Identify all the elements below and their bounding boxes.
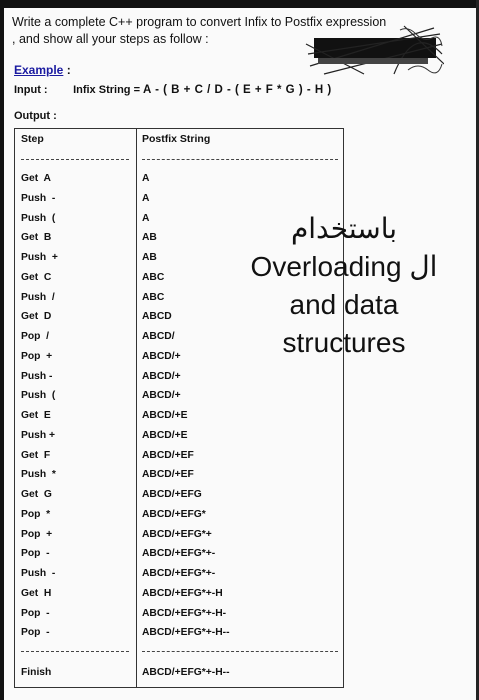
- postfix-cell: ABCD/+EFG*+: [142, 528, 212, 540]
- postfix-cell: ABCD/+EF: [142, 469, 194, 481]
- table-row: [15, 604, 345, 624]
- postfix-cell: ABCD/+EFG: [142, 489, 202, 500]
- postfix-cell: ABCD/+EFG*+-H-: [142, 607, 227, 619]
- step-cell: Pop -: [21, 607, 50, 619]
- finish-postfix: ABCD/+EFG*+-H--: [142, 667, 230, 678]
- infix-expression: A - ( B + C / D - ( E + F * G ) - H ): [143, 84, 332, 96]
- table-row: [15, 564, 345, 584]
- table-row: [15, 367, 345, 387]
- step-cell: Get H: [21, 587, 52, 599]
- annotation-line-4: structures: [282, 327, 406, 358]
- footer-dash-right: [142, 651, 338, 652]
- redaction-scribble-icon: [304, 24, 444, 80]
- step-cell: Push (: [21, 212, 56, 224]
- postfix-cell: AB: [142, 232, 157, 244]
- step-cell: Push +: [21, 429, 56, 441]
- header-dash-right: [142, 159, 338, 160]
- step-cell: Get G: [21, 489, 52, 500]
- postfix-cell: ABCD/+EFG*+-H: [142, 587, 223, 599]
- annotation-line-3: and data: [289, 289, 399, 320]
- postfix-cell: A: [142, 212, 150, 224]
- step-cell: Push -: [21, 370, 53, 382]
- table-row: [15, 505, 345, 525]
- infix-string-label: Infix String =: [73, 84, 144, 96]
- postfix-cell: ABCD/+EFG*+-: [142, 568, 216, 579]
- table-row: [15, 525, 345, 545]
- header-postfix: Postfix String: [142, 133, 211, 145]
- table-row: [15, 584, 345, 604]
- postfix-cell: ABCD/+: [142, 390, 181, 402]
- postfix-cell: ABCD/+E: [142, 429, 188, 441]
- step-cell: Push *: [21, 469, 56, 481]
- step-cell: Get F: [21, 449, 51, 461]
- step-cell: Push (: [21, 390, 56, 402]
- postfix-cell: ABC: [142, 271, 165, 283]
- input-label: Input :: [14, 84, 48, 96]
- table-row: [15, 426, 345, 446]
- postfix-cell: ABCD/+: [142, 370, 181, 382]
- problem-line-2: , and show all your steps as follow :: [12, 32, 209, 46]
- step-cell: Push -: [21, 568, 56, 579]
- step-cell: Pop /: [21, 331, 50, 342]
- postfix-cell: ABCD/: [142, 331, 175, 342]
- top-edge: [4, 0, 479, 8]
- annotation-overlay: [234, 210, 454, 362]
- step-cell: Pop +: [21, 528, 53, 540]
- step-cell: Get B: [21, 232, 52, 244]
- step-cell: Push -: [21, 192, 56, 204]
- postfix-cell: ABCD: [142, 311, 172, 323]
- step-cell: Get A: [21, 173, 51, 184]
- postfix-cell: ABCD/+EFG*: [142, 508, 206, 520]
- footer-dash-left: [21, 651, 129, 652]
- step-cell: Pop -: [21, 548, 50, 560]
- finish-step: Finish: [21, 667, 52, 678]
- postfix-cell: A: [142, 173, 150, 184]
- postfix-cell: A: [142, 192, 150, 204]
- postfix-cell: ABC: [142, 291, 165, 303]
- postfix-cell: ABCD/+EFG*+-: [142, 548, 216, 560]
- annotation-arabic-1: باستخدام: [290, 212, 398, 245]
- table-row: [15, 189, 345, 209]
- example-label: Example :: [14, 63, 71, 77]
- infix-line: [14, 84, 332, 96]
- table-row: [15, 485, 345, 505]
- header-step: Step: [21, 133, 44, 145]
- step-cell: Push +: [21, 252, 58, 263]
- step-cell: Get E: [21, 410, 51, 421]
- table-row: [15, 386, 345, 406]
- step-cell: Pop *: [21, 508, 51, 520]
- table-row: [15, 544, 345, 564]
- postfix-cell: ABCD/+E: [142, 410, 188, 421]
- header-dash-left: [21, 159, 129, 160]
- problem-line-1: Write a complete C++ program to convert Infix to Postfix expression: [12, 15, 387, 29]
- table-row: [15, 169, 345, 189]
- table-row: [15, 446, 345, 466]
- table-row: [15, 465, 345, 485]
- step-cell: Pop -: [21, 627, 50, 639]
- step-cell: Pop +: [21, 350, 53, 362]
- step-cell: Push /: [21, 291, 55, 303]
- annotation-line-2: Overloading ال: [250, 250, 438, 283]
- step-cell: Get D: [21, 311, 52, 323]
- table-row: [15, 623, 345, 643]
- postfix-cell: AB: [142, 252, 157, 263]
- postfix-cell: ABCD/+: [142, 350, 181, 362]
- postfix-cell: ABCD/+EFG*+-H--: [142, 627, 230, 639]
- step-cell: Get C: [21, 271, 52, 283]
- table-row: [15, 406, 345, 426]
- output-label: Output :: [14, 110, 57, 122]
- postfix-cell: ABCD/+EF: [142, 449, 194, 461]
